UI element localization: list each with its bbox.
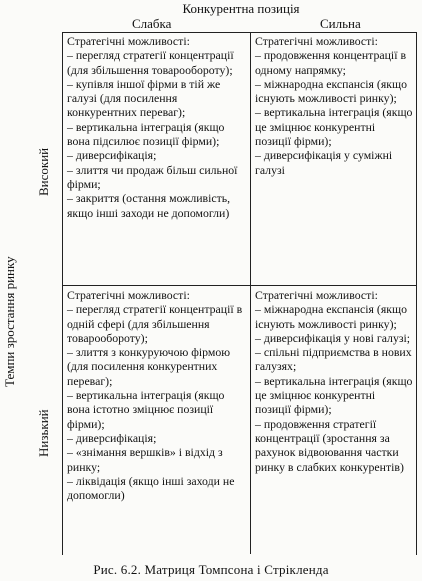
list-item: – купівля іншої фірми в тій же галузі (для посилення конкурентних переваг);: [67, 76, 221, 120]
axis-label-market-growth: Темпи зростання ринку: [2, 256, 17, 387]
strategy-list: [67, 302, 247, 502]
row-label-low: Низький: [36, 409, 51, 457]
list-item: – спільні підприємства в нових галузях;: [255, 345, 412, 374]
header-competitive-position: Конкурентна позиція: [182, 1, 300, 16]
cell-heading: Стратегічні можливості:: [255, 34, 378, 48]
column-header-strong: Сильна: [320, 16, 361, 31]
cell-low-strong: [251, 286, 417, 554]
list-item: – ліквідація (якщо інші заходи не допомогли): [67, 473, 235, 503]
strategy-list: [255, 48, 414, 177]
list-item: – вертикальна інтеграція (якщо це зміцнює конкурентні позиції фірми);: [255, 105, 413, 149]
list-item: – продовження концентрації в одному напрямку;: [255, 48, 407, 77]
list-item: – продовження стратегії концентрації (зростання за рахунок відвоювання частки ринку в слабких конкурентів): [255, 416, 404, 474]
cell-heading: Стратегічні можливості:: [67, 288, 190, 302]
row-label-high: Високий: [36, 147, 51, 196]
list-item: – перегляд стратегії концентрації в одній сфері (для збільшення товарообороту);: [67, 302, 243, 345]
list-item: – вертикальна інтеграція (якщо це зміцнює конкурентні позиції фірми);: [255, 373, 413, 417]
column-header-weak: Слабка: [132, 16, 172, 31]
list-item: – «знімання вершків» і відхід з ринку;: [67, 445, 223, 474]
list-item: – злиття чи продаж більш сильної фірми;: [67, 162, 238, 191]
list-item: – диверсифікація;: [67, 148, 157, 163]
list-item: – вертикальна інтеграція (якщо вона підсилює позиції фірми);: [67, 119, 225, 149]
list-item: – міжнародна експансія (якщо існують можливості ринку);: [255, 76, 407, 106]
list-item: – диверсифікація;: [67, 430, 157, 445]
cell-heading: Стратегічні можливості:: [255, 288, 378, 302]
cell-heading: Стратегічні можливості:: [67, 34, 190, 48]
list-item: – диверсифікація у нові галузі;: [255, 330, 411, 345]
list-item: – закриття (остання можливість, якщо інші заходи не допомогли): [67, 191, 231, 220]
cell-high-weak: [63, 32, 251, 286]
list-item: – диверсифікація у суміжні галузі: [255, 148, 393, 177]
strategy-list: [255, 302, 414, 474]
list-item: – міжнародна експансія (якщо існують можливості ринку);: [255, 302, 407, 331]
column-headers: [62, 16, 417, 32]
cell-high-strong: [251, 32, 417, 286]
list-item: – перегляд стратегії концентрації (для збільшення товарообороту);: [67, 48, 234, 77]
list-item: – злиття з конкуруючою фірмою (для посилення конкурентних переваг);: [67, 345, 231, 388]
strategy-matrix: [62, 32, 417, 555]
figure-caption: Рис. 6.2. Матриця Томпсона і Стрікленда: [93, 562, 329, 577]
strategy-list: [67, 48, 247, 220]
cell-low-weak: [63, 286, 251, 554]
list-item: – вертикальна інтеграція (якщо вона істотно зміцнює позиції фірми);: [67, 388, 225, 431]
